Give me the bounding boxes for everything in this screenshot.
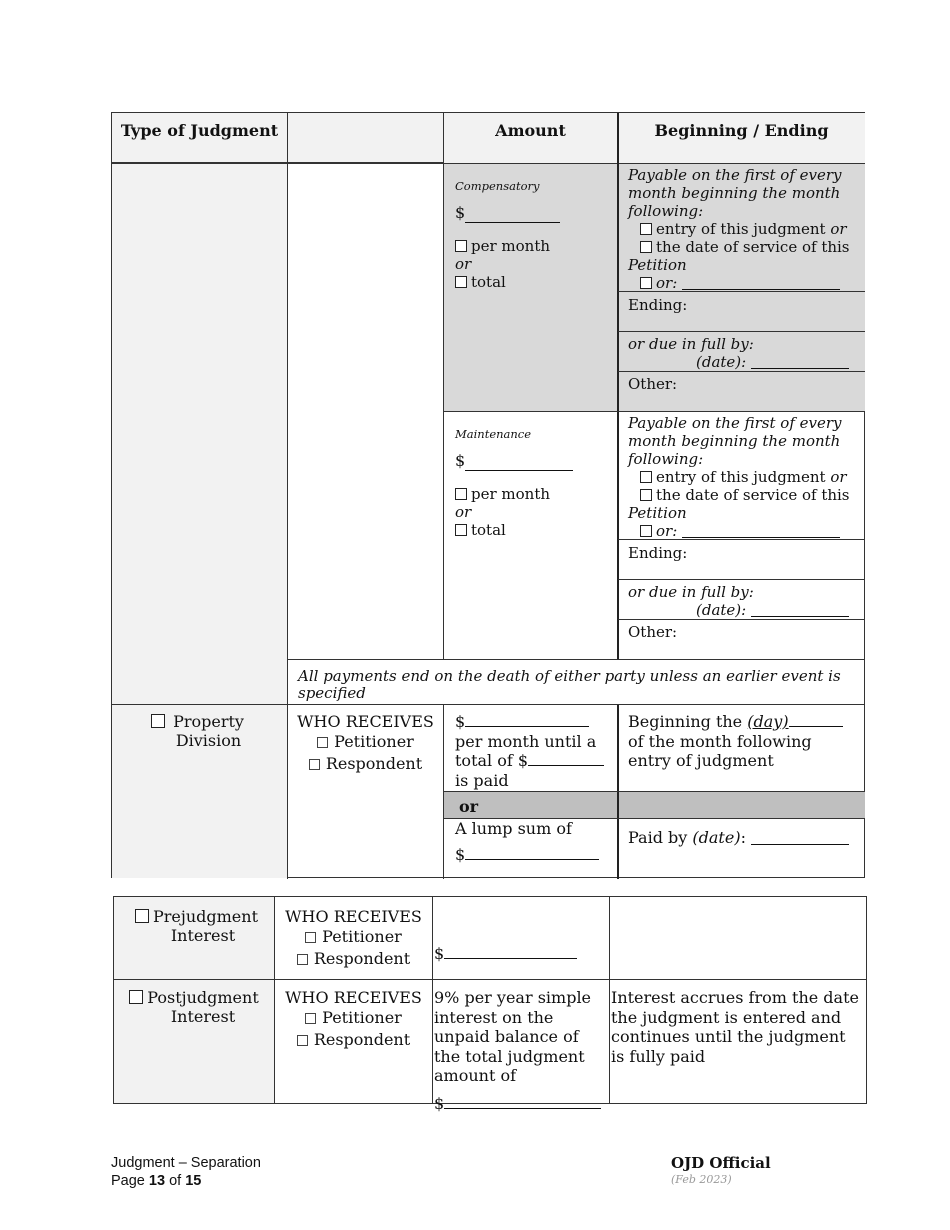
footer-of-word: of [169, 1173, 182, 1189]
compensatory-entry-or: or [830, 220, 847, 238]
maintenance-other-field[interactable] [682, 523, 840, 538]
footer-revision: (Feb 2023) [671, 1173, 732, 1186]
type-column [112, 164, 287, 878]
prejudgment-respondent-label: Respondent [313, 949, 411, 968]
property-petitioner-label: Petitioner [334, 732, 414, 751]
maintenance-per-month-label: per month [471, 485, 551, 503]
property-paid-by-field[interactable] [751, 830, 849, 845]
compensatory-other-field[interactable] [682, 275, 840, 290]
maintenance-amount-field[interactable] [465, 451, 573, 471]
postjudgment-petitioner-checkbox[interactable] [305, 1013, 316, 1024]
compensatory-dollar: $ [455, 203, 466, 222]
postjudgment-who-receives [275, 988, 432, 1051]
property-dollar: $ [455, 712, 466, 731]
property-beginning-the: Beginning the [628, 712, 743, 731]
property-or-label: or [459, 797, 479, 816]
property-is-paid: is paid [455, 770, 509, 790]
compensatory-per-month-checkbox[interactable] [455, 240, 467, 252]
maintenance-date-label: (date): [696, 601, 747, 619]
judgment-table [111, 112, 865, 878]
postjudgment-type [114, 988, 274, 1026]
maintenance-entry-checkbox[interactable] [640, 471, 652, 483]
compensatory-service-label: the date of service of this [656, 238, 850, 256]
maintenance-entry-label: entry of this judgment [656, 468, 826, 486]
prejudgment-checkbox[interactable] [135, 909, 149, 923]
property-lump-dollar: $ [455, 845, 466, 864]
all-payments-note: All payments end on the death of either party unless an earlier event is specified [298, 667, 841, 702]
footer-page-num: 13 [148, 1173, 166, 1189]
property-lump-field[interactable] [465, 845, 599, 860]
maintenance-or: or [455, 503, 472, 521]
compensatory-amount-field[interactable] [465, 203, 560, 223]
compensatory-or: or [455, 255, 472, 273]
compensatory-other-checkbox[interactable] [640, 277, 652, 289]
property-amount [455, 712, 615, 790]
postjudgment-petitioner-label: Petitioner [322, 1008, 402, 1027]
property-per-month-until: per month until a [455, 731, 597, 751]
compensatory-label: Compensatory [455, 179, 540, 193]
property-colon: : [740, 828, 746, 847]
footer-page-word: Page [111, 1173, 145, 1189]
property-who-receives-label: WHO RECEIVES [297, 712, 434, 731]
property-respondent-label: Respondent [325, 754, 423, 773]
prejudgment-respondent-checkbox[interactable] [297, 954, 308, 965]
compensatory-due-date-field[interactable] [751, 354, 849, 369]
compensatory-total-checkbox[interactable] [455, 276, 467, 288]
maintenance-entry-or: or [830, 468, 847, 486]
property-monthly-field[interactable] [465, 712, 589, 727]
header-amount: Amount [495, 121, 566, 140]
compensatory-entry-label: entry of this judgment [656, 220, 826, 238]
postjudgment-respondent-checkbox[interactable] [297, 1035, 308, 1046]
maintenance-or-other-label: or: [656, 522, 678, 540]
maintenance-due-full: or due in full by: [628, 583, 754, 601]
maintenance-due-date-field[interactable] [751, 602, 849, 617]
maintenance-total-label: total [471, 521, 506, 539]
maintenance-ending: Ending: [628, 544, 688, 562]
maintenance-petition: Petition [628, 504, 687, 522]
maintenance-other: Other: [628, 623, 678, 641]
property-division-checkbox[interactable] [151, 714, 165, 728]
compensatory-other: Other: [628, 375, 678, 393]
property-paid-by-date: (date) [692, 828, 741, 847]
maintenance-per-month-checkbox[interactable] [455, 488, 467, 500]
property-total-of: total of $ [455, 751, 529, 770]
interest-table [113, 896, 867, 1113]
maintenance-service-label: the date of service of this [656, 486, 850, 504]
prejudgment-petitioner-checkbox[interactable] [305, 932, 316, 943]
header-cell-blank [288, 113, 443, 163]
compensatory-total-label: total [471, 273, 506, 291]
postjudgment-respondent-label: Respondent [313, 1030, 411, 1049]
prejudgment-type [114, 907, 274, 945]
compensatory-service-checkbox[interactable] [640, 241, 652, 253]
maintenance-amount-block [455, 427, 615, 539]
property-division-type [112, 712, 287, 750]
postjudgment-label: Postjudgment Interest [147, 988, 259, 1026]
compensatory-ending: Ending: [628, 296, 688, 314]
compensatory-due-full: or due in full by: [628, 335, 754, 353]
maintenance-other-checkbox[interactable] [640, 525, 652, 537]
maintenance-service-checkbox[interactable] [640, 489, 652, 501]
property-lump-sum [455, 819, 615, 865]
header-type-of-judgment: Type of Judgment [120, 121, 279, 140]
compensatory-per-month-label: per month [471, 237, 551, 255]
footer-right [671, 1154, 771, 1188]
postjudgment-who-receives-label: WHO RECEIVES [285, 988, 422, 1007]
property-paid-by-label: Paid by [628, 828, 688, 847]
compensatory-payable-text: Payable on the first of every month beginning the month following: [628, 166, 842, 220]
compensatory-amount-block [455, 179, 615, 291]
property-day-field[interactable] [789, 712, 843, 727]
property-division-label: Property Division [173, 712, 244, 750]
postjudgment-amount [434, 988, 608, 1113]
compensatory-date-label: (date): [696, 353, 747, 371]
maintenance-dollar: $ [455, 451, 466, 470]
postjudgment-accrual-text: Interest accrues from the date the judgment is entered and continues until the judgment is fully paid [611, 988, 859, 1066]
postjudgment-dollar: $ [434, 1093, 445, 1113]
postjudgment-amount-field[interactable] [444, 1094, 601, 1109]
compensatory-petition: Petition [628, 256, 687, 274]
maintenance-total-checkbox[interactable] [455, 524, 467, 536]
prejudgment-dollar: $ [434, 944, 445, 963]
maintenance-payable-text: Payable on the first of every month beginning the month following: [628, 414, 842, 468]
property-of-month: of the month following entry of judgment [628, 731, 812, 770]
maintenance-schedule [628, 414, 860, 540]
header-beginning-ending: Beginning / Ending [654, 121, 829, 140]
or-bar [444, 791, 865, 818]
property-lump-sum-label: A lump sum of [455, 819, 572, 838]
prejudgment-amount [434, 944, 577, 963]
maintenance-label: Maintenance [455, 427, 532, 441]
footer-official: OJD Official [671, 1154, 771, 1172]
prejudgment-who-receives [275, 907, 432, 970]
property-day-label: (day) [747, 712, 789, 731]
property-beginning [628, 712, 858, 771]
compensatory-schedule [628, 166, 860, 292]
postjudgment-checkbox[interactable] [129, 990, 143, 1004]
property-paid-by [628, 828, 849, 847]
footer-left [111, 1154, 261, 1190]
prejudgment-amount-field[interactable] [444, 944, 577, 959]
compensatory-entry-checkbox[interactable] [640, 223, 652, 235]
property-total-field[interactable] [528, 751, 604, 766]
postjudgment-rate-text: 9% per year simple interest on the unpaid balance of the total judgment amount of [434, 988, 592, 1085]
property-respondent-checkbox[interactable] [309, 759, 320, 770]
prejudgment-petitioner-label: Petitioner [322, 927, 402, 946]
property-who-receives [288, 712, 443, 775]
property-petitioner-checkbox[interactable] [317, 737, 328, 748]
footer-title: Judgment – Separation [111, 1155, 261, 1171]
prejudgment-who-receives-label: WHO RECEIVES [285, 907, 422, 926]
compensatory-or-other-label: or: [656, 274, 678, 292]
footer-page-total: 15 [185, 1173, 202, 1189]
prejudgment-label: Prejudgment Interest [153, 907, 259, 945]
